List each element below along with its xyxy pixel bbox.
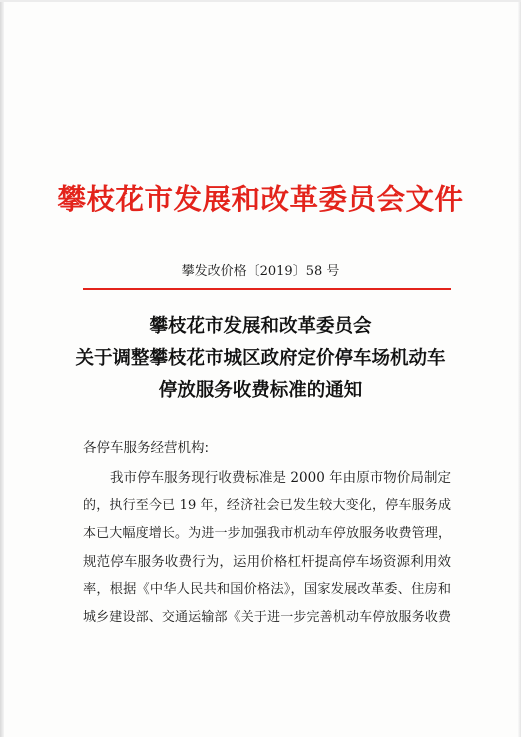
body-line-2: 的，执行至今已 19 年，经济社会已发生较大变化，停车服务成: [83, 498, 451, 513]
notice-title-line-3: 停放服务收费标准的通知: [158, 380, 363, 401]
body-line-6: 城乡建设部、交通运输部《关于进一步完善机动车停放服务收费: [83, 610, 451, 625]
body-line-5: 率，根据《中华人民共和国价格法》，国家发展改革委、住房和: [83, 582, 451, 597]
scan-edge-top: [0, 0, 521, 2]
document-header-title: 攀枝花市发展和改革委员会文件: [57, 182, 464, 216]
salutation: 各停车服务经营机构:: [83, 440, 210, 456]
document-number: 攀发改价格〔2019〕58 号: [181, 264, 340, 279]
body-line-3: 本已大幅度增长。为进一步加强我市机动车停放服务收费管理，: [83, 526, 451, 541]
red-separator-line: [83, 288, 451, 290]
body-line-4: 规范停车服务收费行为，运用价格杠杆提高停车场资源利用效: [83, 554, 451, 570]
notice-title-line-1: 攀枝花市发展和改革委员会: [149, 316, 372, 337]
notice-title-line-2: 关于调整攀枝花市城区政府定价停车场机动车: [75, 348, 446, 369]
body-line-1: 我市停车服务现行收费标准是 2000 年由原市物价局制定: [110, 470, 451, 486]
